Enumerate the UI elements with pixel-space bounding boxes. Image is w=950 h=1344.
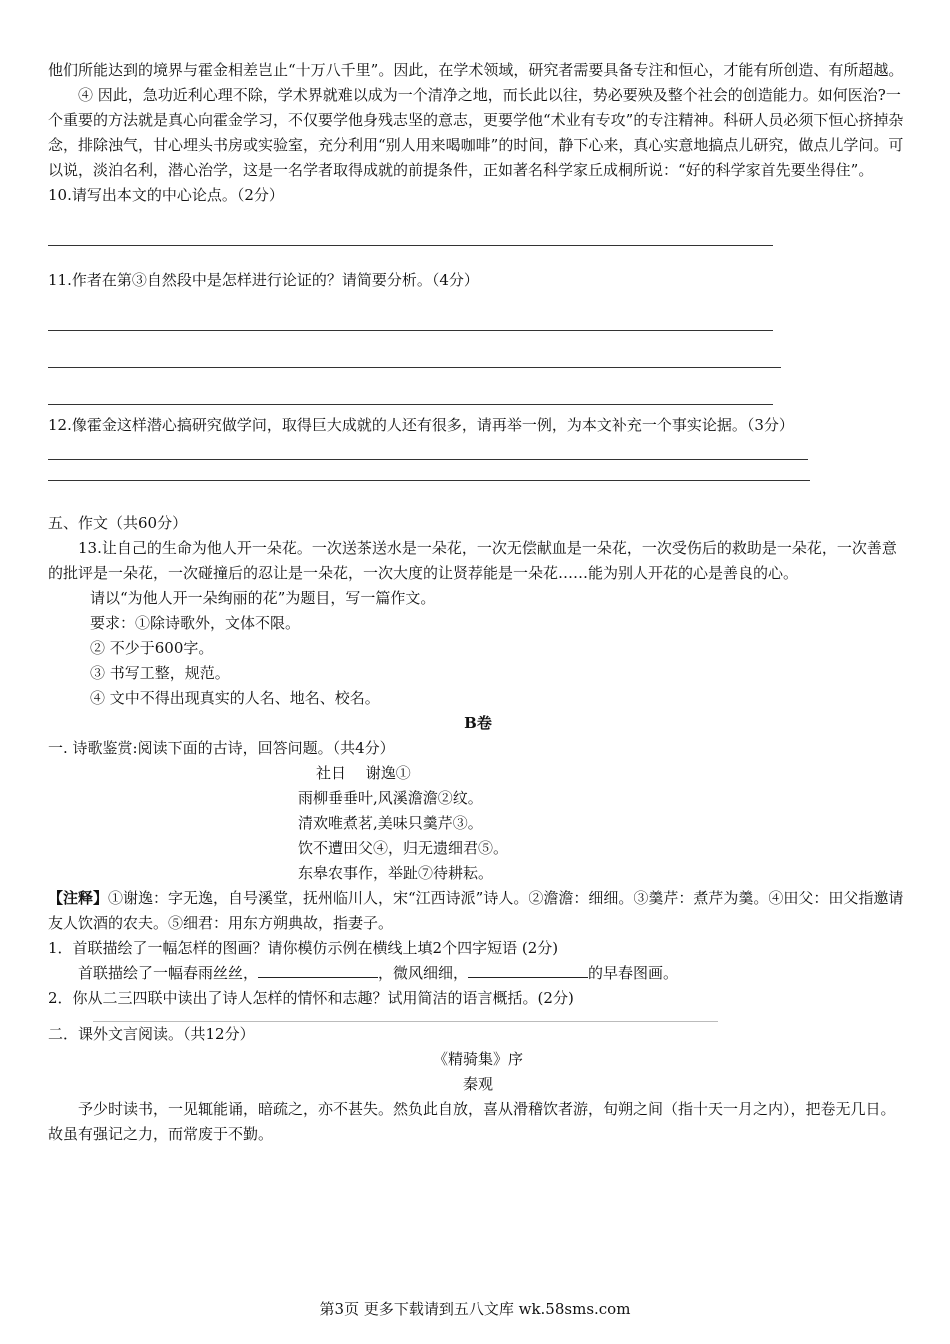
document-page [48,58,908,1147]
essay-requirement-4: ④ 文中不得出现真实的人名、地名、校名。 [90,689,380,707]
essay-prompt: 13.让自己的生命为他人开一朵花。一次送茶送水是一朵花，一次无偿献血是一朵花，一次受伤后的救助是一朵花，一次善意的批评是一朵花，一次碰撞后的忍让是一朵花，一次大度的让贤荐能是一朵花……能为别人开花的心是善良的心。 [48,539,897,582]
essay-heading: 五、作文（共60分） [48,514,188,532]
essay-requirement-3: ③ 书写工整，规范。 [90,664,230,682]
fill-blank[interactable] [258,963,378,978]
poem-title: 社日 谢逸① [316,764,411,782]
classical-heading: 二．课外文言阅读。（共12分） [48,1025,255,1043]
essay-requirement-1: 要求：①除诗歌外，文体不限。 [90,614,301,632]
paragraph-p1: 他们所能达到的境界与霍金相差岂止“十万八千里”。因此，在学术领域，研究者需要具备专注和恒心，才能有所创造、有所超越。 [48,61,904,79]
question-12: 12.像霍金这样潜心搞研究做学问，取得巨大成就的人还有很多，请再举一例，为本文补充一个事实论据。（3分） [48,416,794,434]
essay-title-instruction: 请以“为他人开一朵绚丽的花”为题目，写一篇作文。 [90,589,436,607]
page-footer: 第3页 更多下载请到五八文库 wk.58sms.com [319,1300,631,1318]
classical-title: 《精骑集》序 [432,1050,523,1068]
classical-text: 予少时读书，一见辄能诵，暗疏之，亦不甚失。然负此自放，喜从滑稽饮者游，旬朔之间（指十天一月之内），把卷无几日。故虽有强记之力，而常废于不勤。 [48,1100,896,1143]
notes-text: ①谢逸：字无逸，自号溪堂，抚州临川人，宋“江西诗派”诗人。②澹澹：细细。③羹芹：煮芹为羹。④田父：田父指邀请友人饮酒的农夫。⑤细君：用东方朔典故，指妻子。 [48,889,904,932]
poem-heading: 一. 诗歌鉴赏:阅读下面的古诗，回答问题。（共4分） [48,739,395,757]
poem-question-1: 1．首联描绘了一幅怎样的图画？请你模仿示例在横线上填2个四字短语 (2分) [48,939,559,957]
poem-line: 清欢唯煮茗,美味只羹芹③。 [298,814,483,832]
poem-notes [48,886,908,936]
notes-label: 【注释】 [48,889,109,907]
poem-question-2: 2．你从二三四联中读出了诗人怎样的情怀和志趣？试用简洁的语言概括。(2分) [48,989,574,1007]
question-10: 10.请写出本文的中心论点。（2分） [48,186,284,204]
paragraph-p2: ④ 因此，急功近利心理不除，学术界就难以成为一个清净之地，而长此以往，势必要殃及整个社会的创造能力。如何医治?一个重要的方法就是真心向霍金学习，不仅要学他身残志坚的意志，更要学他“术业有专攻”的专注精神。科研人员必须下恒心挤掉杂念，排除浊气，甘心埋头书房或实验室，充分利用“别人用来喝咖啡”的时间，静下心来，真心实意地搞点儿研究，做点儿学问。可以说，淡泊名利，潜心治学，这是一名学者取得成就的前提条件，正如著名科学家丘成桐所说：“好的科学家首先要坐得住”。 [48,86,904,179]
classical-author: 秦观 [462,1075,493,1093]
fill-text: 首联描绘了一幅春雨丝丝， [78,964,259,982]
section-b-title: B卷 [464,714,492,732]
question-11: 11.作者在第③自然段中是怎样进行论证的？请简要分析。（4分） [48,271,479,289]
poem-line: 饮不遭田父④，归无遗细君⑤。 [298,839,509,857]
poem-line: 雨柳垂垂叶,风溪澹澹②纹。 [298,789,483,807]
essay-requirement-2: ② 不少于600字。 [90,639,214,657]
fill-text: 的早春图画。 [588,964,679,982]
fill-text: ，微风细细， [378,964,469,982]
poem [48,761,908,886]
poem-line: 东皋农事作，举趾⑦待耕耘。 [298,864,494,882]
fill-blank[interactable] [468,963,588,978]
poem-question-1-fill [48,961,908,986]
